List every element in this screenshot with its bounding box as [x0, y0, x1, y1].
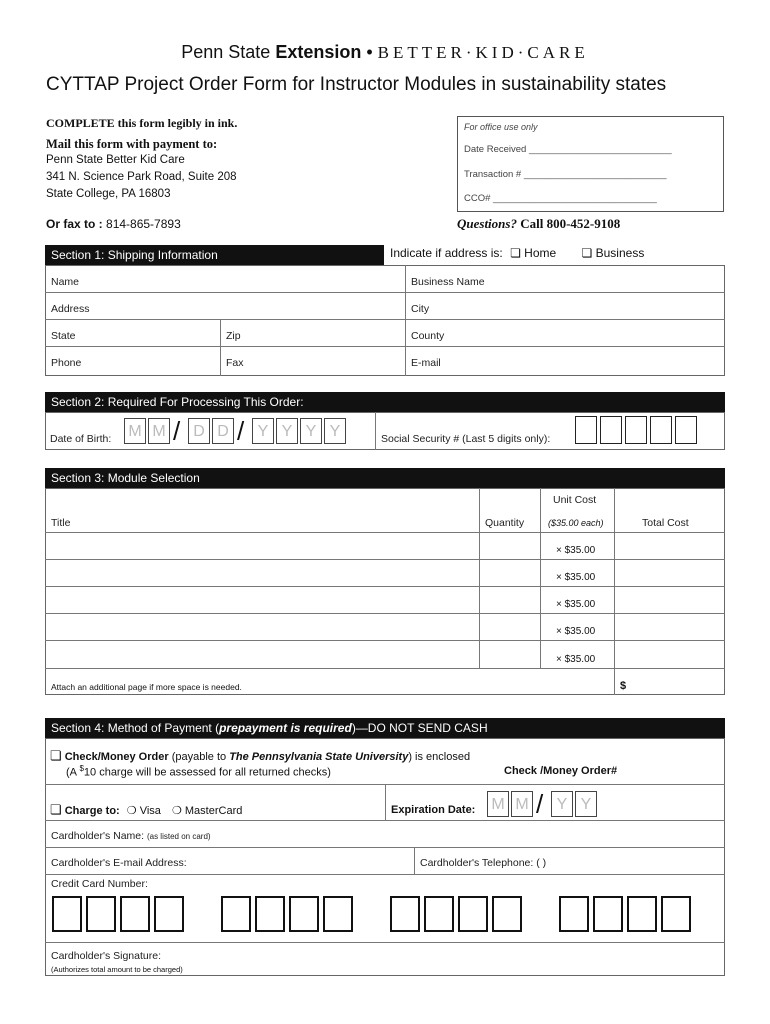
unit-price: × $35.00 [556, 626, 596, 637]
card-number-label: Credit Card Number: [51, 878, 148, 890]
expiration-label: Expiration Date: [391, 804, 476, 816]
cardholder-name-note: (as listed on card) [146, 832, 211, 841]
card-digit-box[interactable] [154, 896, 184, 932]
section4-title-c: )—DO NOT SEND CASH [351, 721, 488, 735]
cardholder-name-label: Cardholder's Name: [51, 830, 145, 842]
ssn-digit-box[interactable] [675, 416, 697, 444]
card-digit-box[interactable] [492, 896, 522, 932]
address-field[interactable]: Address [51, 303, 90, 315]
col-unit-each: ($35.00 each) [548, 518, 604, 528]
business-label: Business [595, 246, 645, 260]
business-checkbox[interactable]: ❏ Business [581, 246, 645, 260]
ssn-label: Social Security # (Last 5 digits only): [381, 433, 551, 445]
returned-sup: $ [79, 764, 84, 773]
fax-label: Or fax to : [46, 217, 103, 231]
complete-instruction: COMPLETE this form legibly in ink. [46, 116, 238, 130]
returned-b: 10 charge will be assessed for all returned checks) [83, 766, 331, 779]
col-title: Title [51, 517, 71, 529]
phone-field[interactable]: Phone [51, 357, 82, 369]
charge-option[interactable] [50, 802, 242, 818]
check-option[interactable] [50, 748, 470, 764]
address-type-label: Indicate if address is: [390, 246, 503, 260]
mastercard-radio[interactable]: ❍ MasterCard [171, 805, 243, 817]
questions-line [457, 216, 620, 232]
dob-digit-m2[interactable]: M [148, 418, 170, 444]
dob-digit-y3[interactable]: Y [300, 418, 322, 444]
address-line-1: Penn State Better Kid Care [46, 154, 185, 166]
card-digit-box[interactable] [86, 896, 116, 932]
section1-header: Section 1: Shipping Information [45, 245, 384, 265]
zip-field[interactable]: Zip [226, 330, 241, 342]
check-text-a: (payable to [168, 751, 230, 763]
email-field[interactable]: E-mail [411, 357, 441, 369]
brand-better-kid-care: BETTER·KID·CARE [377, 43, 589, 62]
cardholder-phone-field[interactable]: Cardholder's Telephone: ( ) [420, 857, 547, 869]
fax-line [46, 217, 181, 231]
brand-penn-state: Penn State [181, 42, 276, 62]
questions-phone: Call 800-452-9108 [516, 216, 621, 231]
unit-price: × $35.00 [556, 545, 596, 556]
business-name-field[interactable]: Business Name [411, 276, 485, 288]
questions-label: Questions? [457, 216, 517, 231]
section2-header: Section 2: Required For Processing This Order: [45, 392, 725, 412]
card-digit-box[interactable] [559, 896, 589, 932]
office-use-box [457, 116, 724, 212]
brand-header [0, 42, 770, 63]
card-digit-box[interactable] [221, 896, 251, 932]
transaction-field[interactable]: Transaction # ___________________________ [464, 169, 667, 180]
check-payee: The Pennsylvania State University [229, 751, 409, 763]
section4-title-a: Section 4: Method of Payment ( [51, 721, 220, 735]
visa-radio[interactable]: ❍ Visa [126, 805, 161, 817]
dob-digit-d1[interactable]: D [188, 418, 210, 444]
address-line-2: 341 N. Science Park Road, Suite 208 [46, 171, 237, 183]
visa-label: Visa [139, 805, 161, 817]
unit-price: × $35.00 [556, 599, 596, 610]
dob-digit-d2[interactable]: D [212, 418, 234, 444]
dob-digit-y1[interactable]: Y [252, 418, 274, 444]
col-quantity: Quantity [485, 517, 525, 529]
dob-label: Date of Birth: [50, 433, 112, 445]
card-digit-box[interactable] [255, 896, 285, 932]
card-digit-box[interactable] [289, 896, 319, 932]
ssn-digit-box[interactable] [650, 416, 672, 444]
card-digit-box[interactable] [593, 896, 623, 932]
dob-digit-y4[interactable]: Y [324, 418, 346, 444]
ssn-digit-box[interactable] [600, 416, 622, 444]
address-line-3: State College, PA 16803 [46, 188, 171, 200]
col-total: Total Cost [642, 517, 689, 529]
card-digit-box[interactable] [390, 896, 420, 932]
county-field[interactable]: County [411, 330, 445, 342]
home-checkbox[interactable]: ❏ Home [510, 246, 557, 260]
card-digit-box[interactable] [52, 896, 82, 932]
ssn-digit-box[interactable] [625, 416, 647, 444]
home-label: Home [524, 246, 557, 260]
shipping-grid [45, 265, 725, 376]
brand-separator: • [361, 42, 378, 62]
unit-price: × $35.00 [556, 572, 596, 583]
check-text-b: ) is enclosed [408, 751, 471, 763]
check-label: Check/Money Order [64, 751, 169, 763]
exp-digit-y2[interactable]: Y [575, 791, 597, 817]
section4-title-b: prepayment is required [219, 721, 352, 735]
address-type [390, 246, 644, 260]
exp-digit-m1[interactable]: M [487, 791, 509, 817]
signature-field[interactable]: Cardholder's Signature: [51, 950, 161, 962]
card-digit-box[interactable] [424, 896, 454, 932]
dob-slash: / [237, 416, 245, 446]
fax-number: 814-865-7893 [106, 217, 181, 231]
state-field[interactable]: State [51, 330, 76, 342]
exp-digit-m2[interactable]: M [511, 791, 533, 817]
date-received-field[interactable]: Date Received ___________________________ [464, 144, 672, 155]
section3-header: Section 3: Module Selection [45, 468, 725, 488]
returned-check-note [66, 764, 331, 779]
ssn-digit-box[interactable] [575, 416, 597, 444]
fax-field[interactable]: Fax [226, 357, 244, 369]
unit-price: × $35.00 [556, 654, 596, 665]
additional-page-note: Attach an additional page if more space is needed. [51, 682, 242, 692]
check-number-label[interactable]: Check /Money Order# [504, 765, 618, 777]
card-digit-box[interactable] [627, 896, 657, 932]
cardholder-name-field[interactable] [51, 830, 211, 842]
total-dollar: $ [620, 680, 627, 692]
dob-digit-y2[interactable]: Y [276, 418, 298, 444]
charge-checkbox[interactable]: ❏ [50, 802, 62, 817]
cardholder-email-field[interactable]: Cardholder's E-mail Address: [51, 857, 187, 869]
module-table [45, 488, 725, 695]
card-digit-box[interactable] [661, 896, 691, 932]
returned-a: (A [66, 766, 80, 779]
name-field[interactable]: Name [51, 276, 80, 288]
dob-slash: / [173, 416, 181, 446]
brand-extension: Extension [275, 42, 362, 62]
card-digit-box[interactable] [458, 896, 488, 932]
exp-digit-y1[interactable]: Y [551, 791, 573, 817]
col-unit-cost: Unit Cost [553, 494, 597, 506]
charge-label: Charge to: [64, 805, 120, 817]
office-heading: For office use only [464, 122, 538, 132]
mastercard-label: MasterCard [184, 805, 243, 817]
section4-header [45, 718, 725, 738]
dob-digit-m1[interactable]: M [124, 418, 146, 444]
signature-note: (Authorizes total amount to be charged) [51, 965, 183, 974]
card-digit-box[interactable] [323, 896, 353, 932]
check-checkbox[interactable]: ❏ [50, 748, 62, 763]
page-title: CYTTAP Project Order Form for Instructor Modules in sustainability states [46, 74, 667, 95]
exp-slash: / [536, 789, 544, 819]
mail-label: Mail this form with payment to: [46, 137, 218, 151]
city-field[interactable]: City [411, 303, 430, 315]
cco-field[interactable]: CCO# _______________________________ [464, 193, 657, 204]
card-digit-box[interactable] [120, 896, 150, 932]
